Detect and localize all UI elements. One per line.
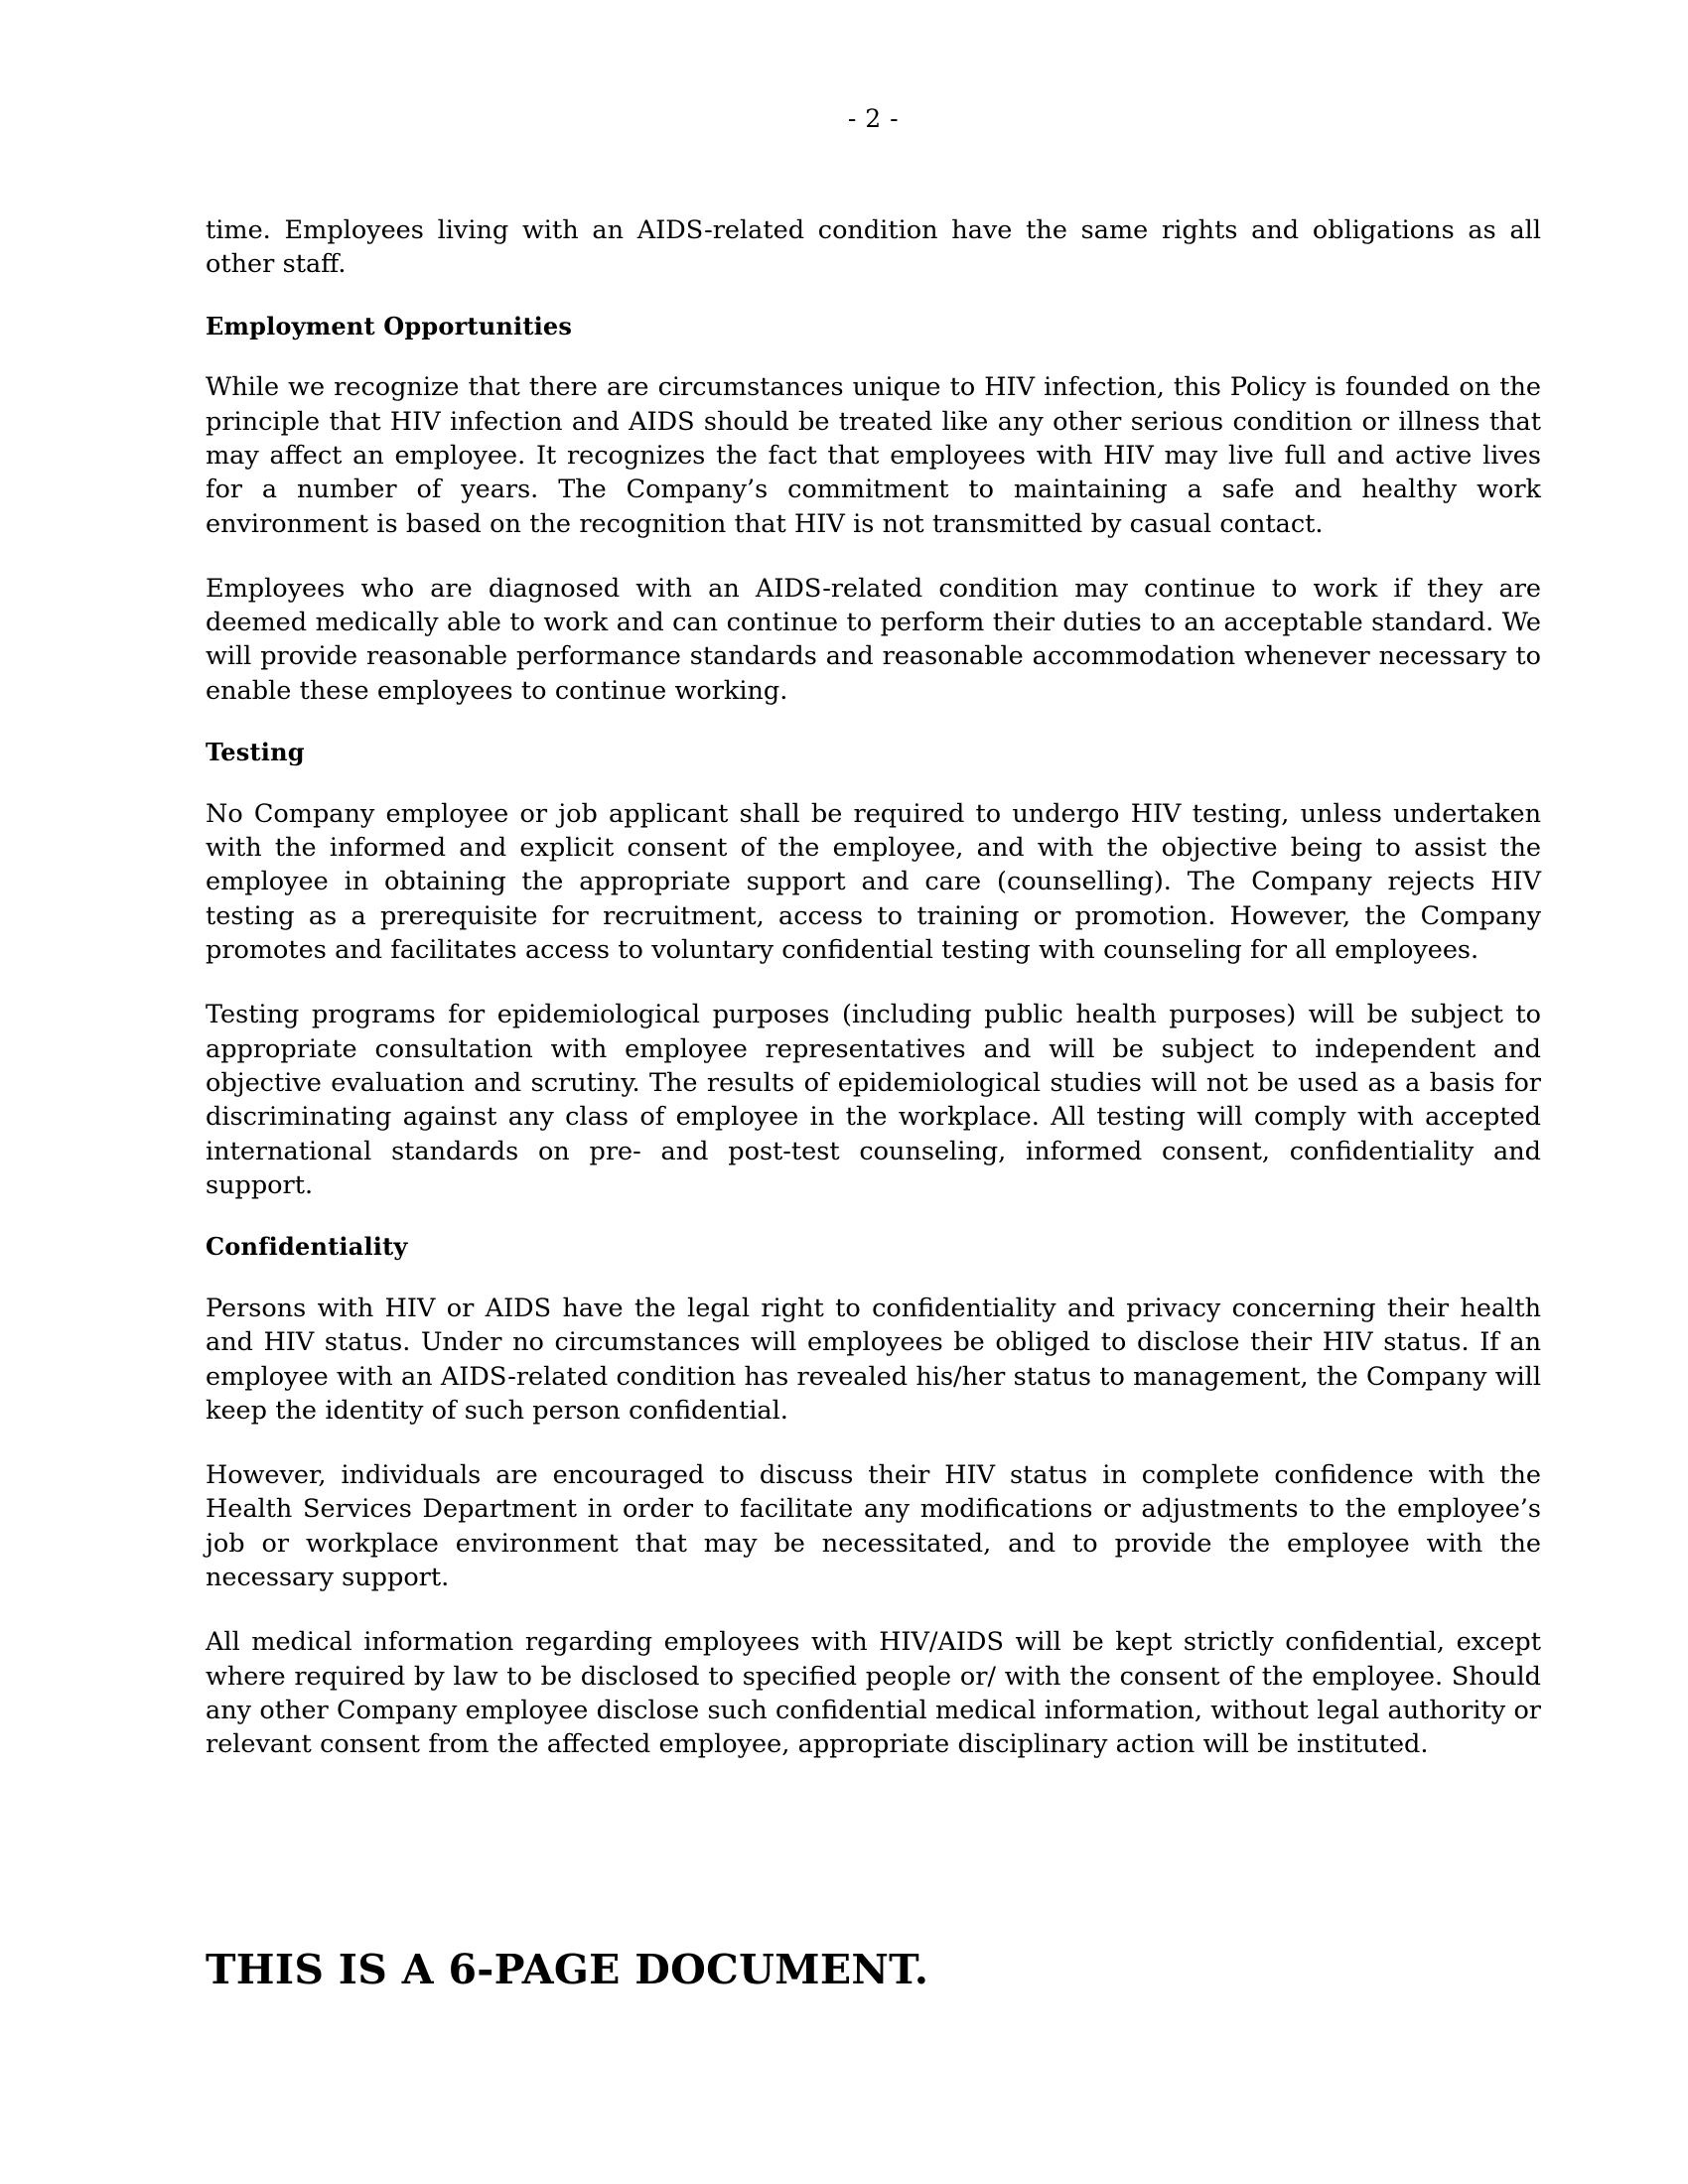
section-heading-employment-opportunities: Employment Opportunities <box>206 311 573 341</box>
paragraph-employment-1: While we recognize that there are circumstances unique to HIV infection, this Policy is founded on the principle that HIV infection and AIDS should be treated like any other serious condition or illness that may affect an employee. It recognizes the fact that employees with HIV may live full and active lives for a number of years. The Company’s commitment to maintaining a safe and healthy work environment is based on the recognition that HIV is not transmitted by casual contact. <box>206 372 1541 539</box>
section-heading-testing: Testing <box>206 738 305 767</box>
paragraph-employment-2: Employees who are diagnosed with an AIDS-related condition may continue to work if they are deemed medically able to work and can continue to perform their duties to an acceptable standard. We will provide reasonable performance standards and reasonable accommodation whenever necessary to enable these employees to continue working. <box>206 573 1541 706</box>
section-heading-confidentiality: Confidentiality <box>206 1232 408 1262</box>
closing-statement: THIS IS A 6-PAGE DOCUMENT. <box>206 1946 929 1994</box>
paragraph-confidentiality-3: All medical information regarding employees with HIV/AIDS will be kept strictly confidential, except where required by law to be disclosed to specified people or/ with the consent of the employee. Should any other Company employee disclose such confidential medical information, without legal authority or relevant consent from the affected employee, appropriate disciplinary action will be instituted. <box>206 1627 1541 1760</box>
document-body <box>206 213 1541 1995</box>
page-number: - 2 - <box>847 104 900 133</box>
paragraph-testing-2: Testing programs for epidemiological purposes (including public health purposes) will be subject to appropriate consultation with employee representatives and will be subject to independent and objective evaluation and scrutiny. The results of epidemiological studies will not be used as a basis for discriminating against any class of employee in the workplace. All testing will comply with accepted international standards on pre- and post-test counseling, informed consent, confidentiality and support. <box>206 1000 1541 1200</box>
continued-paragraph: time. Employees living with an AIDS-related condition have the same rights and obligations as all other staff. <box>206 215 1541 280</box>
paragraph-confidentiality-2: However, individuals are encouraged to discuss their HIV status in complete confidence with the Health Services Department in order to facilitate any modifications or adjustments to the employee’s job or workplace environment that may be necessitated, and to provide the employee with the necessary support. <box>206 1460 1541 1592</box>
page-content-column <box>206 0 1541 1995</box>
paragraph-testing-1: No Company employee or job applicant shall be required to undergo HIV testing, unless undertaken with the informed and explicit consent of the employee, and with the objective being to assist the employee in obtaining the appropriate support and care (counselling). The Company rejects HIV testing as a prerequisite for recruitment, access to training or promotion. However, the Company promotes and facilitates access to voluntary confidential testing with counseling for all employees. <box>206 798 1541 966</box>
paragraph-confidentiality-1: Persons with HIV or AIDS have the legal right to confidentiality and privacy concerning their health and HIV status. Under no circumstances will employees be obliged to disclose their HIV status. If an employee with an AIDS-related condition has revealed his/her status to management, the Company will keep the identity of such person confidential. <box>206 1293 1541 1426</box>
